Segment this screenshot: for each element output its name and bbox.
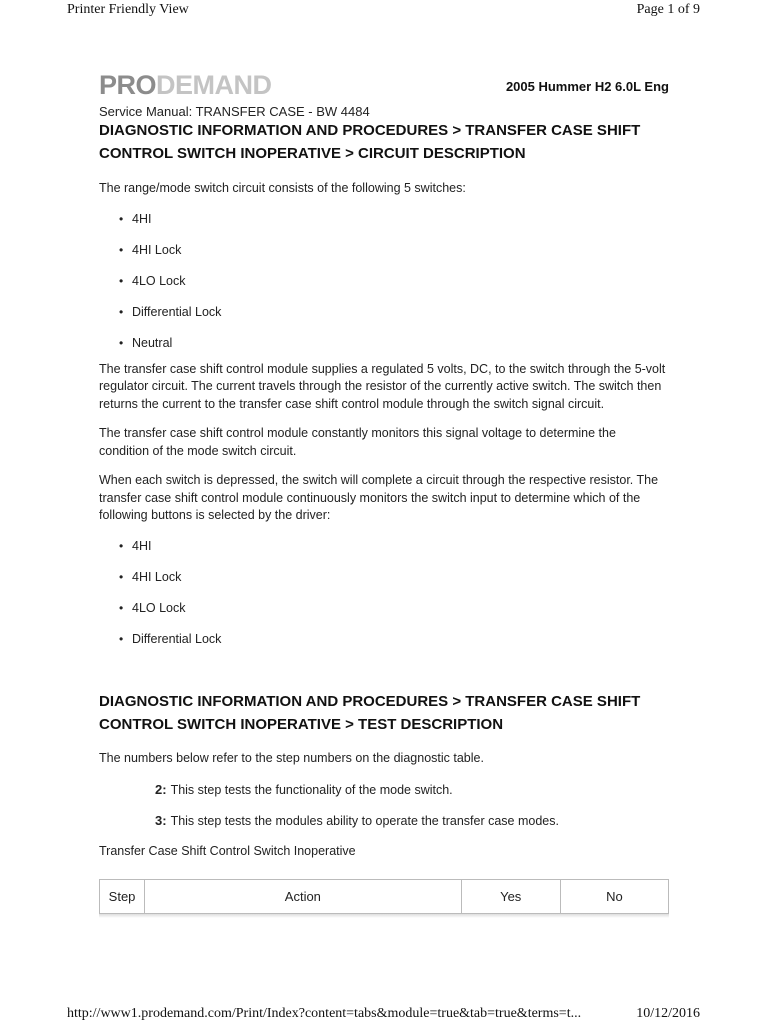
circuit-intro: The range/mode switch circuit consists of the following 5 switches: [99, 181, 466, 195]
service-manual-line: Service Manual: TRANSFER CASE - BW 4484 [99, 104, 370, 119]
circuit-paragraph-2: The transfer case shift control module constantly monitors this signal voltage to determine the condition of the mode switch circuit. [99, 426, 616, 458]
diagnostic-table [99, 879, 669, 914]
section-title-test-description: DIAGNOSTIC INFORMATION AND PROCEDURES > TRANSFER CASE SHIFT CONTROL SWITCH INOPERATIVE > TEST DESCRIPTION [99, 692, 641, 733]
brand-row [99, 70, 669, 102]
column-header-step: Step [100, 879, 145, 913]
circuit-paragraph-3: When each switch is depressed, the switch will complete a circuit through the respective resistor. The transfer case shift control module continuously monitors the switch input to determine which of the following buttons is selected by the driver: [99, 473, 659, 522]
list-item: • Differential Lock [119, 631, 222, 646]
table-header-row [100, 879, 669, 913]
list-item: • 4HI Lock [119, 569, 182, 584]
footer-date: 10/12/2016 [636, 1006, 700, 1021]
vehicle-title: 2005 Hummer H2 6.0L Eng [505, 79, 669, 94]
table-caption: Transfer Case Shift Control Switch Inoperative [99, 844, 356, 858]
step-note: 2: This step tests the functionality of the mode switch. [155, 782, 453, 797]
column-header-yes: Yes [461, 879, 560, 913]
footer-url: http://www1.prodemand.com/Print/Index?content=tabs&module=true&tab=true&terms=t... [67, 1006, 582, 1021]
list-item: • 4HI [119, 538, 152, 553]
prodemand-logo: PRODEMAND [99, 70, 272, 100]
list-item: • 4LO Lock [119, 273, 186, 288]
page-indicator: Page 1 of 9 [636, 2, 700, 17]
print-footer [67, 1004, 700, 1024]
list-item: • 4HI Lock [119, 242, 182, 257]
print-header [67, 0, 700, 20]
list-item: • Differential Lock [119, 304, 222, 319]
list-item: • Neutral [119, 335, 173, 350]
column-header-no: No [560, 879, 668, 913]
list-item: • 4LO Lock [119, 600, 186, 615]
test-intro: The numbers below refer to the step numbers on the diagnostic table. [99, 750, 484, 765]
list-item: • 4HI [119, 211, 152, 226]
table-bottom-edge [99, 914, 669, 918]
button-list [99, 538, 669, 662]
step-note: 3: This step tests the modules ability to operate the transfer case modes. [155, 813, 559, 828]
column-header-action: Action [145, 879, 462, 913]
circuit-paragraph-1: The transfer case shift control module supplies a regulated 5 volts, DC, to the switch through the 5-volt regulator circuit. The current travels through the resistor of the currently active switch. The switch then returns the current to the transfer case shift control module through the switch signal circuit. [99, 361, 666, 411]
section-title-circuit-description: DIAGNOSTIC INFORMATION AND PROCEDURES > TRANSFER CASE SHIFT CONTROL SWITCH INOPERATIVE > CIRCUIT DESCRIPTION [99, 122, 641, 162]
print-title: Printer Friendly View [67, 2, 189, 17]
document-body [99, 70, 669, 918]
switch-list [99, 211, 669, 366]
